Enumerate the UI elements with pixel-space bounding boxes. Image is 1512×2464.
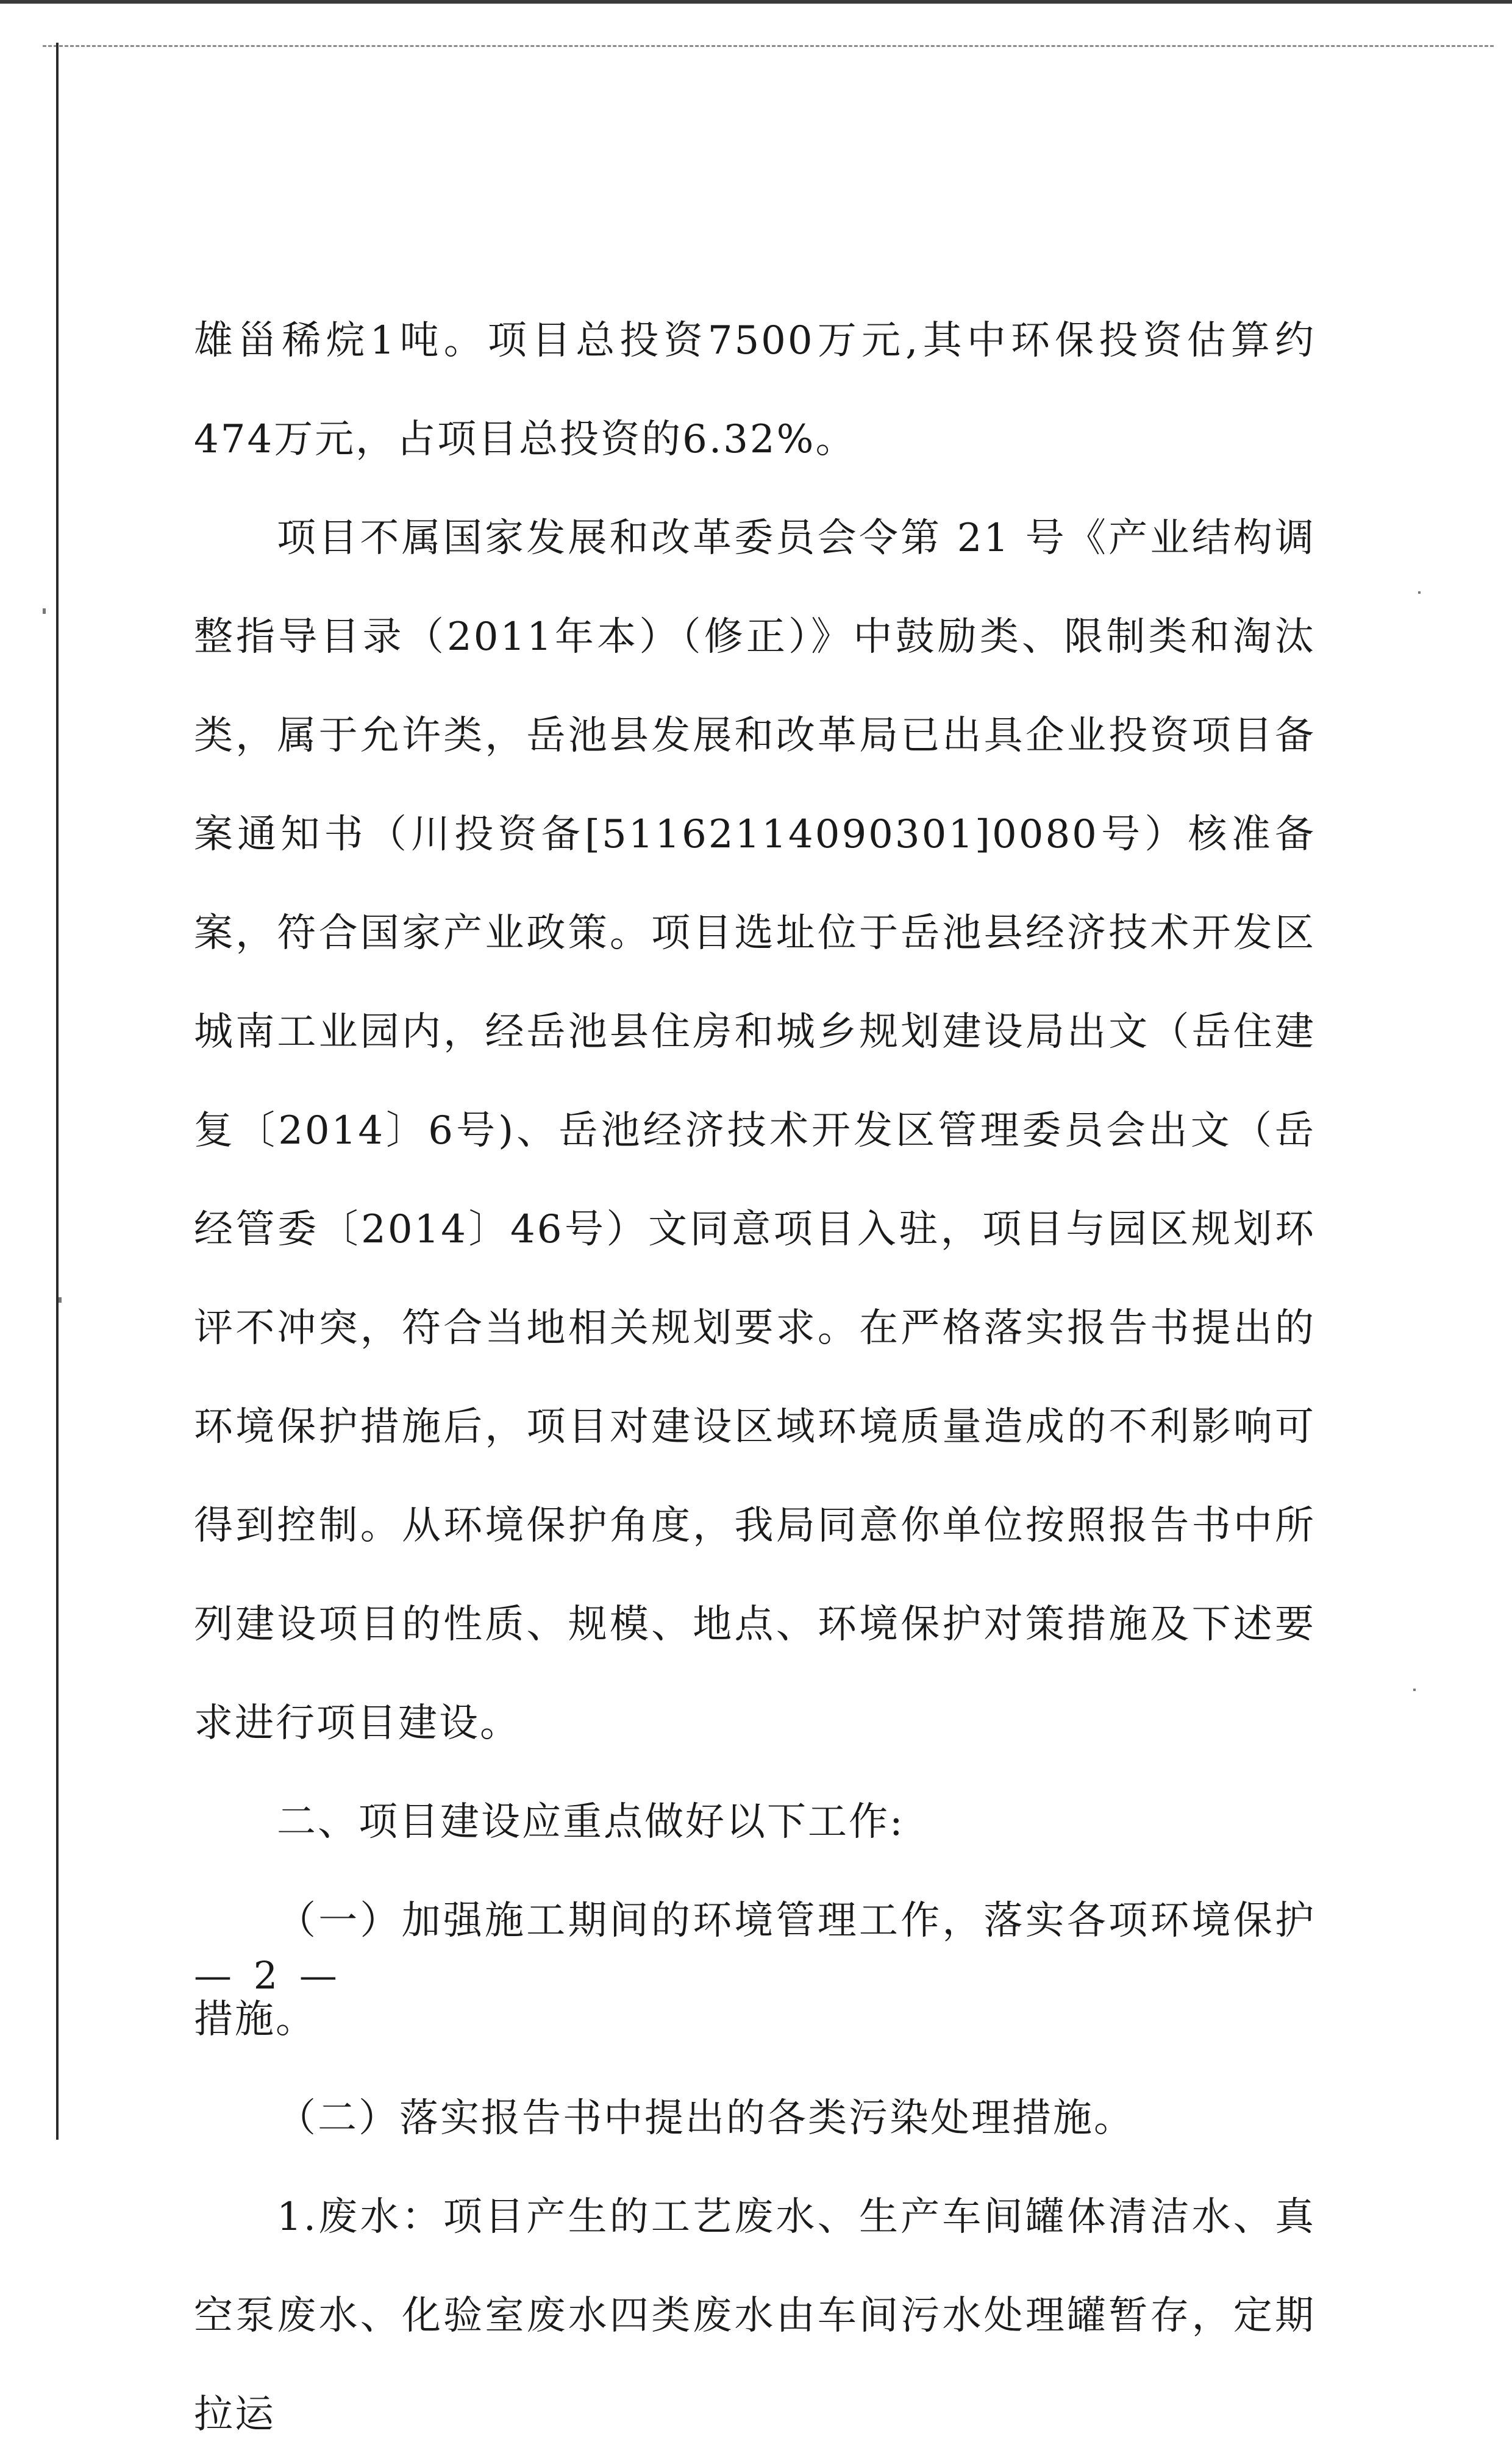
scan-speck — [1413, 1689, 1416, 1691]
page-number: — 2 — — [194, 1953, 342, 1998]
scan-top-border — [0, 0, 1512, 4]
scan-binding-line — [56, 43, 59, 2140]
scan-speck — [43, 608, 46, 614]
paragraph-continuation: 雄甾稀烷1吨。项目总投资7500万元,其中环保投资估算约474万元，占项目总投资的6.32%。 — [194, 318, 1316, 462]
scan-dashed-rule — [43, 45, 1494, 47]
scan-speck — [59, 1297, 62, 1303]
document-body — [194, 291, 1316, 2464]
item-pollution-measures: （二）落实报告书中提出的各类污染处理措施。 — [277, 2096, 1135, 2141]
scan-speck — [1418, 591, 1421, 594]
section-heading-two: 二、项目建设应重点做好以下工作: — [277, 1800, 905, 1845]
item-wastewater: 1.废水：项目产生的工艺废水、生产车间罐体清洁水、真空泵废水、化验室废水四类废水由车间污水处理罐暂存，定期拉运 — [194, 2195, 1316, 2437]
paragraph-industry-policy: 项目不属国家发展和改革委员会令第 21 号《产业结构调整指导目录（2011年本）（修正）》中鼓励类、限制类和淘汰类，属于允许类，岳池县发展和改革局已出具企业投资项目备案通知书（川投资备[51162114090301]0080号）核准备案，符合国家产业政策。项目选址位于岳池县经济技术开发区城南工业园内，经岳池县住房和城乡规划建设局出文（岳住建复〔2014〕6号)、岳池经济技术开发区管理委员会出文（岳经管委〔2014〕46号）文同意项目入驻，项目与园区规划环评不冲突，符合当地相关规划要求。在严格落实报告书提出的环境保护措施后，项目对建设区域环境质量造成的不利影响可得到控制。从环境保护角度，我局同意你单位按照报告书中所列建设项目的性质、规模、地点、环境保护对策措施及下述要求进行项目建设。 — [194, 516, 1316, 1746]
item-construction-management: （一）加强施工期间的环境管理工作，落实各项环境保护措施。 — [194, 1898, 1316, 2042]
